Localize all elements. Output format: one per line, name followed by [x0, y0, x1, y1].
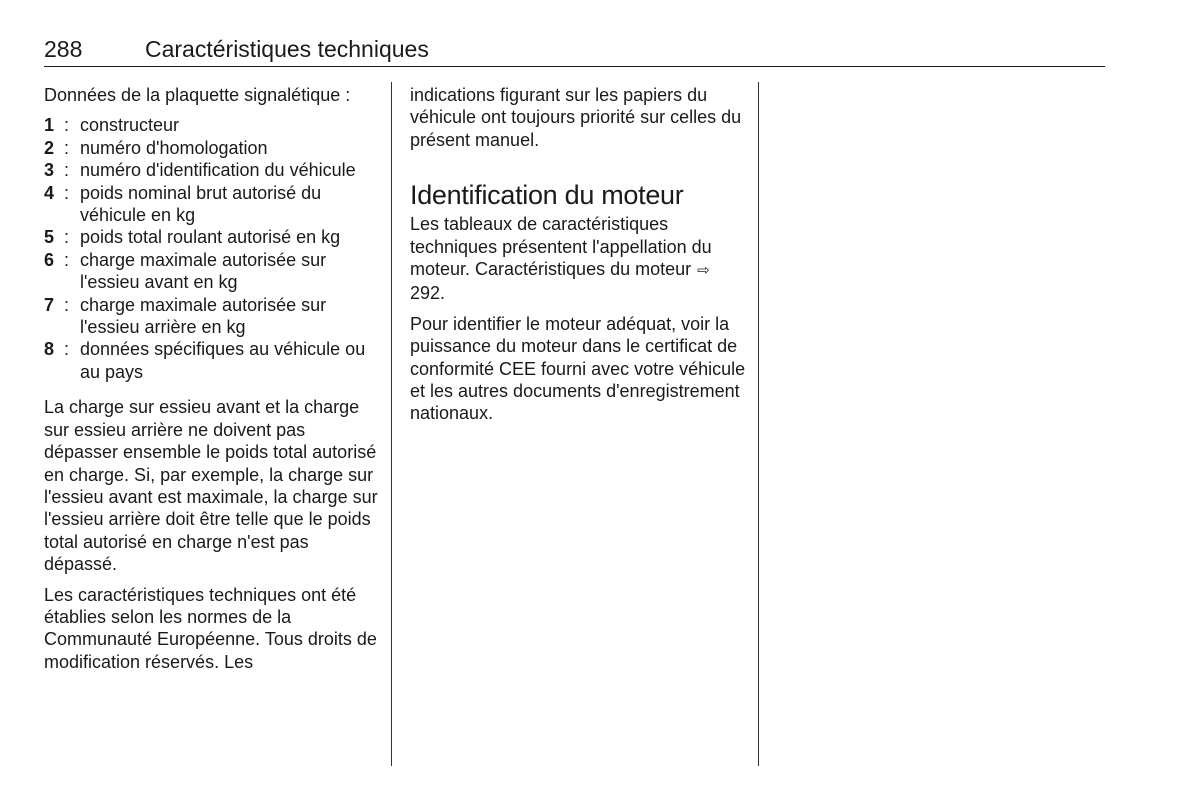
page-reference[interactable]: 292. [410, 283, 446, 304]
axle-load-paragraph: La charge sur essieu avant et la charge sur essieu arrière ne doivent pas dépasser ensemble le poids total autorisé en charge. Si, par exemple, la charge sur l'essieu avant est maximale, la charge sur l'essieu arrière doit être telle que le poids total autorisé en charge n'est pas dépassé. [44, 397, 378, 575]
list-item-number: 3 [44, 160, 55, 181]
plate-data-list [44, 114, 378, 383]
list-item-number: 2 [44, 137, 55, 158]
list-item-number: 4 [44, 182, 55, 203]
list-item-separator: : [64, 294, 70, 315]
list-item [44, 159, 378, 181]
list-item-text: charge maximale autorisée sur l'essieu arrière en kg [80, 294, 327, 338]
list-item-text: numéro d'homologation [80, 137, 268, 158]
page-number: 288 [44, 36, 83, 62]
section-title: Caractéristiques techniques [145, 36, 429, 62]
list-item-number: 8 [44, 339, 55, 360]
list-item-text: charge maximale autorisée sur l'essieu avant en kg [80, 249, 327, 293]
list-item-text: poids nominal brut autorisé du véhicule en kg [80, 182, 322, 226]
list-item [44, 182, 378, 227]
list-item-separator: : [64, 249, 70, 270]
engine-tables-paragraph [410, 213, 746, 305]
continuation-paragraph: indications figurant sur les papiers du véhicule ont toujours priorité sur celles du présent manuel. [410, 85, 742, 150]
reference-arrow-icon: ⇨ [697, 262, 710, 280]
list-item-text: poids total roulant autorisé en kg [80, 227, 341, 248]
list-item-number: 6 [44, 249, 55, 270]
list-item-text: données spécifiques au véhicule ou au pays [80, 339, 366, 382]
engine-identification-heading: Identification du moteur [410, 180, 684, 211]
page-header [44, 34, 1105, 67]
engine-tables-text: Les tableaux de caractéristiques techniques présentent l'appellation du moteur. Caractéristiques du moteur [410, 214, 712, 280]
column-divider [391, 82, 392, 766]
list-item-separator: : [64, 115, 70, 136]
list-item-text: constructeur [80, 115, 180, 136]
list-item-number: 5 [44, 227, 55, 248]
list-item-text: numéro d'identification du véhicule [80, 160, 356, 181]
list-item [44, 226, 378, 248]
list-item [44, 294, 378, 339]
list-item [44, 249, 378, 294]
list-item-separator: : [64, 339, 70, 360]
list-item-separator: : [64, 160, 70, 181]
column-middle [410, 84, 746, 433]
list-item-separator: : [64, 227, 70, 248]
engine-power-paragraph: Pour identifier le moteur adéquat, voir la puissance du moteur dans le certificat de conformité CEE fourni avec votre véhicule et les autres documents d'enregistrement nationaux. [410, 313, 746, 424]
list-item-number: 1 [44, 115, 55, 136]
list-item-separator: : [64, 137, 70, 158]
list-item-separator: : [64, 182, 70, 203]
column-left [44, 84, 378, 681]
list-item [44, 338, 378, 383]
column-divider [758, 82, 759, 766]
list-item [44, 114, 378, 136]
specs-paragraph: Les caractéristiques techniques ont été établies selon les normes de la Communauté Européenne. Tous droits de modification réservés. Les [44, 584, 377, 672]
plate-data-intro: Données de la plaquette signalétique : [44, 85, 351, 105]
list-item [44, 137, 378, 159]
list-item-number: 7 [44, 294, 55, 315]
